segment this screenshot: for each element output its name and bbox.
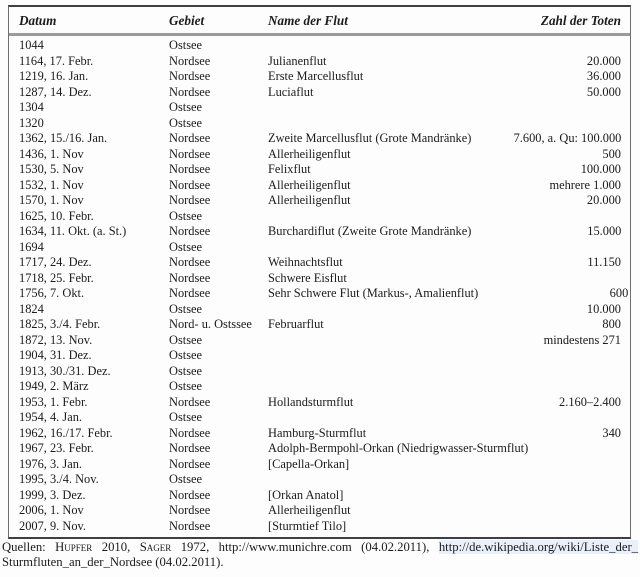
source-link-munichre[interactable]: http://www.munichre.com	[218, 540, 352, 554]
cell-name: Allerheiligenflut	[268, 177, 351, 192]
cell-datum: 1825, 3./4. Febr.	[19, 317, 101, 331]
cell-name: Luciaflut	[268, 84, 314, 99]
table-row	[9, 162, 630, 178]
table-row	[9, 271, 630, 287]
cell-toten: 500	[602, 146, 621, 161]
cell-toten	[471, 472, 621, 488]
cell-toten	[471, 379, 621, 395]
sources-label: Quellen:	[2, 540, 46, 554]
cell-datum: 1913, 30./31. Dez.	[19, 363, 111, 378]
cell-gebiet: Ostsee	[169, 472, 203, 486]
cell-toten	[471, 100, 621, 116]
cell-datum: 1532, 1. Nov	[19, 177, 84, 192]
column-header-gebiet: Gebiet	[169, 13, 205, 28]
table-row	[9, 85, 630, 101]
cell-gebiet: Ostsee	[169, 100, 203, 114]
source-date-wikipedia: (04.02.2011).	[155, 555, 224, 569]
cell-name: Julianenflut	[268, 53, 327, 68]
cell-gebiet: Nordsee	[169, 146, 211, 161]
source-author-hupfer: Hupfer	[55, 540, 93, 554]
cell-gebiet: Nordsee	[169, 487, 211, 502]
cell-datum: 2007, 9. Nov.	[19, 518, 86, 533]
cell-toten	[471, 271, 621, 287]
cell-gebiet: Ostsee	[169, 363, 203, 378]
cell-name: Erste Marcellusflut	[268, 69, 364, 83]
cell-gebiet: Ostsee	[169, 38, 203, 52]
cell-name	[268, 209, 471, 225]
table-row	[9, 69, 630, 85]
cell-name	[268, 302, 471, 318]
cell-gebiet: Ostsee	[169, 301, 203, 316]
cell-datum: 1999, 3. Dez.	[19, 487, 86, 502]
cell-name: [Capella-Orkan]	[268, 456, 350, 471]
cell-datum: 2006, 1. Nov	[19, 503, 84, 517]
cell-datum: 1953, 1. Febr.	[19, 394, 88, 409]
cell-datum: 1044	[19, 38, 44, 52]
cell-toten	[471, 116, 621, 132]
table-row	[9, 38, 630, 54]
cell-gebiet: Nordsee	[169, 425, 211, 440]
cell-datum: 1164, 17. Febr.	[19, 53, 94, 68]
column-header-name-der-flut: Name der Flut	[268, 13, 348, 28]
table-row	[9, 193, 630, 209]
cell-datum: 1287, 14. Dez.	[19, 84, 92, 99]
cell-name	[268, 364, 471, 380]
cell-datum: 1530, 5. Nov	[19, 162, 84, 176]
cell-name	[268, 333, 471, 349]
cell-gebiet: Nordsee	[169, 193, 211, 207]
table-row	[9, 426, 630, 442]
cell-gebiet: Nordsee	[169, 270, 211, 285]
cell-name	[268, 348, 471, 364]
table-row	[9, 100, 630, 116]
table-row	[9, 333, 630, 349]
table-row	[9, 131, 630, 147]
cell-toten: 15.000	[587, 224, 622, 238]
source-author-sager: Sager	[139, 540, 172, 554]
cell-name: Burchardiflut (Zweite Grote Mandränke)	[268, 224, 472, 238]
cell-name: Februarflut	[268, 317, 324, 331]
cell-toten: mehrere 1.000	[549, 177, 621, 192]
cell-datum: 1872, 13. Nov.	[19, 332, 93, 347]
table-row	[9, 488, 630, 504]
cell-toten: 36.000	[586, 69, 621, 83]
cell-name: Hollandsturmflut	[268, 394, 354, 409]
cell-name	[268, 100, 471, 116]
cell-toten: 10.000	[586, 301, 621, 316]
cell-datum: 1756, 7. Okt.	[19, 286, 85, 300]
cell-name: [Orkan Anatol]	[268, 487, 344, 502]
column-header-zahl-der-toten: Zahl der Toten	[540, 13, 621, 28]
cell-toten	[471, 410, 621, 426]
source-year-sager: 1972,	[180, 540, 210, 554]
cell-datum: 1824	[19, 301, 44, 316]
cell-name: Allerheiligenflut	[268, 146, 351, 161]
cell-gebiet: Nordsee	[169, 177, 211, 192]
cell-datum: 1320	[19, 115, 44, 130]
cell-gebiet: Nordsee	[169, 224, 211, 238]
table-row	[9, 209, 630, 225]
table-row	[9, 379, 630, 395]
cell-datum: 1949, 2. März	[19, 379, 89, 393]
cell-gebiet: Nordsee	[169, 162, 211, 176]
table-body	[9, 36, 630, 537]
cell-datum: 1362, 15./16. Jan.	[19, 131, 108, 145]
table-row	[9, 519, 630, 535]
cell-datum: 1570, 1. Nov	[19, 193, 84, 207]
cell-name	[268, 472, 471, 488]
cell-toten: 2.160–2.400	[559, 394, 621, 409]
cell-name	[268, 116, 471, 132]
cell-gebiet: Ostsee	[169, 239, 203, 254]
cell-gebiet: Nordsee	[169, 69, 211, 83]
cell-gebiet: Ostsee	[169, 115, 203, 130]
table-row	[9, 457, 630, 473]
cell-toten: 100.000	[580, 162, 621, 176]
cell-name	[268, 38, 471, 54]
cell-datum: 1718, 25. Febr.	[19, 270, 94, 285]
cell-gebiet: Nordsee	[169, 84, 211, 99]
cell-gebiet: Nordsee	[169, 441, 211, 455]
source-link-wikipedia-line2[interactable]: Sturmfluten_an_der_Nordsee	[2, 555, 153, 569]
cell-name: Zweite Marcellusflut (Grote Mandränke)	[268, 131, 472, 145]
cell-name: [Sturmtief Tilo]	[268, 518, 347, 533]
cell-toten: 340	[602, 425, 621, 440]
cell-gebiet: Nordsee	[169, 53, 211, 68]
source-link-wikipedia-line1[interactable]: http://de.wikipedia.org/wiki/Liste_der_	[438, 540, 639, 554]
cell-name	[268, 410, 471, 426]
sources-note	[2, 540, 638, 570]
table-row	[9, 348, 630, 364]
cell-toten	[471, 503, 621, 519]
cell-datum: 1717, 24. Dez.	[19, 255, 92, 269]
table-row	[9, 224, 630, 240]
cell-toten	[471, 209, 621, 225]
cell-gebiet: Nordsee	[169, 286, 211, 300]
cell-name: Allerheiligenflut	[268, 503, 351, 517]
cell-gebiet: Nord- u. Ostssee	[169, 317, 252, 331]
cell-gebiet: Nordsee	[169, 131, 211, 145]
cell-toten	[471, 348, 621, 364]
table-row	[9, 395, 630, 411]
cell-gebiet: Ostsee	[169, 348, 203, 362]
cell-toten: mindestens 271	[543, 332, 621, 347]
cell-toten: 50.000	[586, 84, 621, 99]
cell-toten	[471, 38, 621, 54]
cell-name: Weihnachtsflut	[268, 255, 343, 269]
cell-toten: 11.150	[587, 255, 621, 269]
cell-datum: 1219, 16. Jan.	[19, 69, 89, 83]
cell-toten: 800	[602, 317, 621, 331]
source-date-munichre: (04.02.2011),	[361, 540, 430, 554]
table-row	[9, 317, 630, 333]
cell-gebiet: Nordsee	[169, 503, 211, 517]
cell-gebiet: Nordsee	[169, 394, 211, 409]
cell-datum: 1625, 10. Febr.	[19, 208, 94, 223]
table-row	[9, 503, 630, 519]
cell-datum: 1694	[19, 239, 44, 254]
table-row	[9, 255, 630, 271]
cell-datum: 1962, 16./17. Febr.	[19, 425, 113, 440]
cell-datum: 1954, 4. Jan.	[19, 410, 82, 424]
cell-toten	[471, 488, 621, 504]
storm-flood-table	[8, 5, 631, 539]
cell-name: Felixflut	[268, 162, 311, 176]
table-row	[9, 364, 630, 380]
cell-name	[268, 240, 471, 256]
cell-toten: 20.000	[586, 53, 621, 68]
table-row	[9, 147, 630, 163]
table-header-row	[9, 7, 630, 36]
cell-gebiet: Ostsee	[169, 379, 203, 393]
cell-gebiet: Ostsee	[169, 410, 203, 424]
cell-toten: 7.600, a. Qu: 100.000	[513, 131, 622, 145]
cell-toten	[471, 457, 621, 473]
cell-toten	[528, 441, 640, 457]
cell-datum: 1436, 1. Nov	[19, 146, 84, 161]
cell-toten	[471, 364, 621, 380]
cell-datum: 1995, 3./4. Nov.	[19, 472, 99, 486]
column-header-datum: Datum	[19, 13, 57, 28]
cell-datum: 1904, 31. Dez.	[19, 348, 92, 362]
table-row	[9, 178, 630, 194]
table-row	[9, 441, 630, 457]
cell-gebiet: Ostsee	[169, 208, 203, 223]
cell-toten: 20.000	[586, 193, 621, 207]
cell-datum: 1304	[19, 100, 44, 114]
cell-datum: 1967, 23. Febr.	[19, 441, 94, 455]
table-row	[9, 54, 630, 70]
cell-datum: 1976, 3. Jan.	[19, 456, 82, 471]
cell-name: Adolph-Bermpohl-Orkan (Niedrigwasser-Sturmflut)	[268, 441, 529, 455]
cell-datum: 1634, 11. Okt. (a. St.)	[19, 224, 127, 238]
table-row	[9, 240, 630, 256]
cell-gebiet: Nordsee	[169, 518, 211, 533]
table-row	[9, 472, 630, 488]
cell-name	[268, 379, 471, 395]
cell-gebiet: Nordsee	[169, 456, 211, 471]
table-row	[9, 116, 630, 132]
cell-gebiet: Ostsee	[169, 332, 203, 347]
cell-name: Hamburg-Sturmflut	[268, 425, 367, 440]
cell-name: Sehr Schwere Flut (Markus-, Amalienflut)	[268, 286, 479, 300]
source-year-hupfer: 2010,	[101, 540, 131, 554]
cell-toten	[471, 519, 621, 535]
cell-toten	[471, 240, 621, 256]
cell-name: Allerheiligenflut	[268, 193, 351, 207]
table-row	[9, 302, 630, 318]
table-row	[9, 286, 630, 302]
cell-name: Schwere Eisflut	[268, 270, 347, 285]
cell-gebiet: Nordsee	[169, 255, 211, 269]
table-row	[9, 410, 630, 426]
cell-toten: 600	[609, 286, 629, 300]
